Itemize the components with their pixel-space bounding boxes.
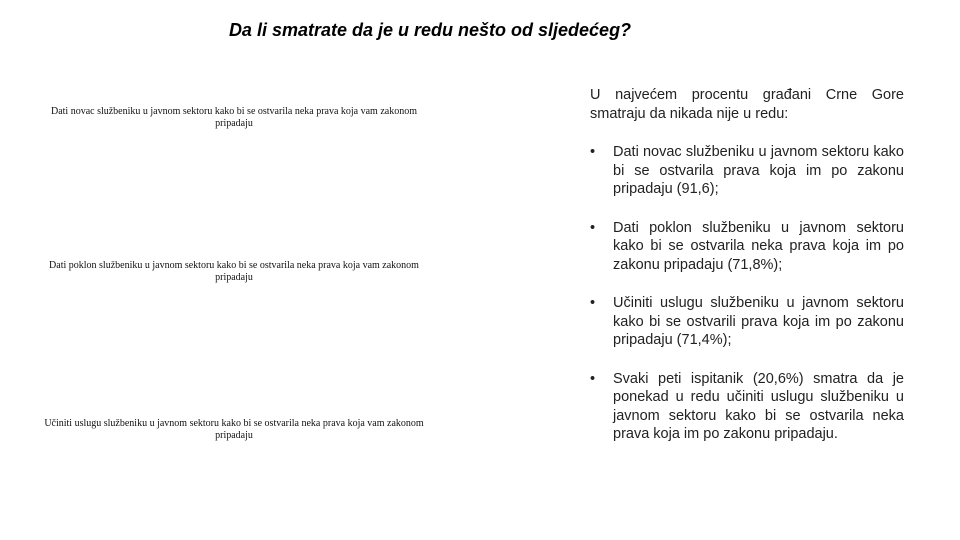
list-item-text: Svaki peti ispitanik (20,6%) smatra da je ponekad u redu učiniti uslugu službeniku u javnom sektoru kako bi se ostvarila neka prava koja im po zakonu pripadaju. (613, 370, 904, 442)
chart-label-gift: Dati poklon službeniku u javnom sektoru kako bi se ostvarila neka prava koja vam zakonom pripadaju (49, 260, 419, 283)
bullet-icon: • (590, 295, 596, 311)
list-item (590, 294, 904, 350)
list-item (590, 219, 904, 275)
list-item (590, 143, 904, 199)
summary-intro: U najvećem procentu građani Crne Gore smatraju da nikada nije u redu: (590, 87, 904, 122)
page-title: Da li smatrate da je u redu nešto od sljedećeg? (228, 20, 632, 40)
list-item-text: Dati poklon službeniku u javnom sektoru kako bi se ostvarila neka prava koja im po zakonu pripadaju (71,8%); (613, 219, 904, 273)
bullet-icon: • (590, 370, 596, 387)
list-item-text: Učiniti uslugu službeniku u javnom sektoru kako bi se ostvarili prava koja im po zakonu pripadaju (71,4%); (613, 295, 904, 348)
list-item (590, 370, 904, 444)
bullet-icon: • (590, 219, 596, 236)
chart-label-money: Dati novac službeniku u javnom sektoru kako bi se ostvarila neka prava koja vam zakonom pripadaju (50, 106, 417, 129)
summary-list (590, 143, 904, 444)
list-item-text: Dati novac službeniku u javnom sektoru kako bi se ostvarila prava koja im po zakonu pripadaju (91,6); (613, 144, 904, 197)
chart-label-favor: Učiniti uslugu službeniku u javnom sektoru kako bi se ostvarila neka prava koja vam zakonom pripadaju (44, 418, 424, 441)
summary-panel (590, 86, 904, 464)
bullet-icon: • (590, 144, 596, 160)
